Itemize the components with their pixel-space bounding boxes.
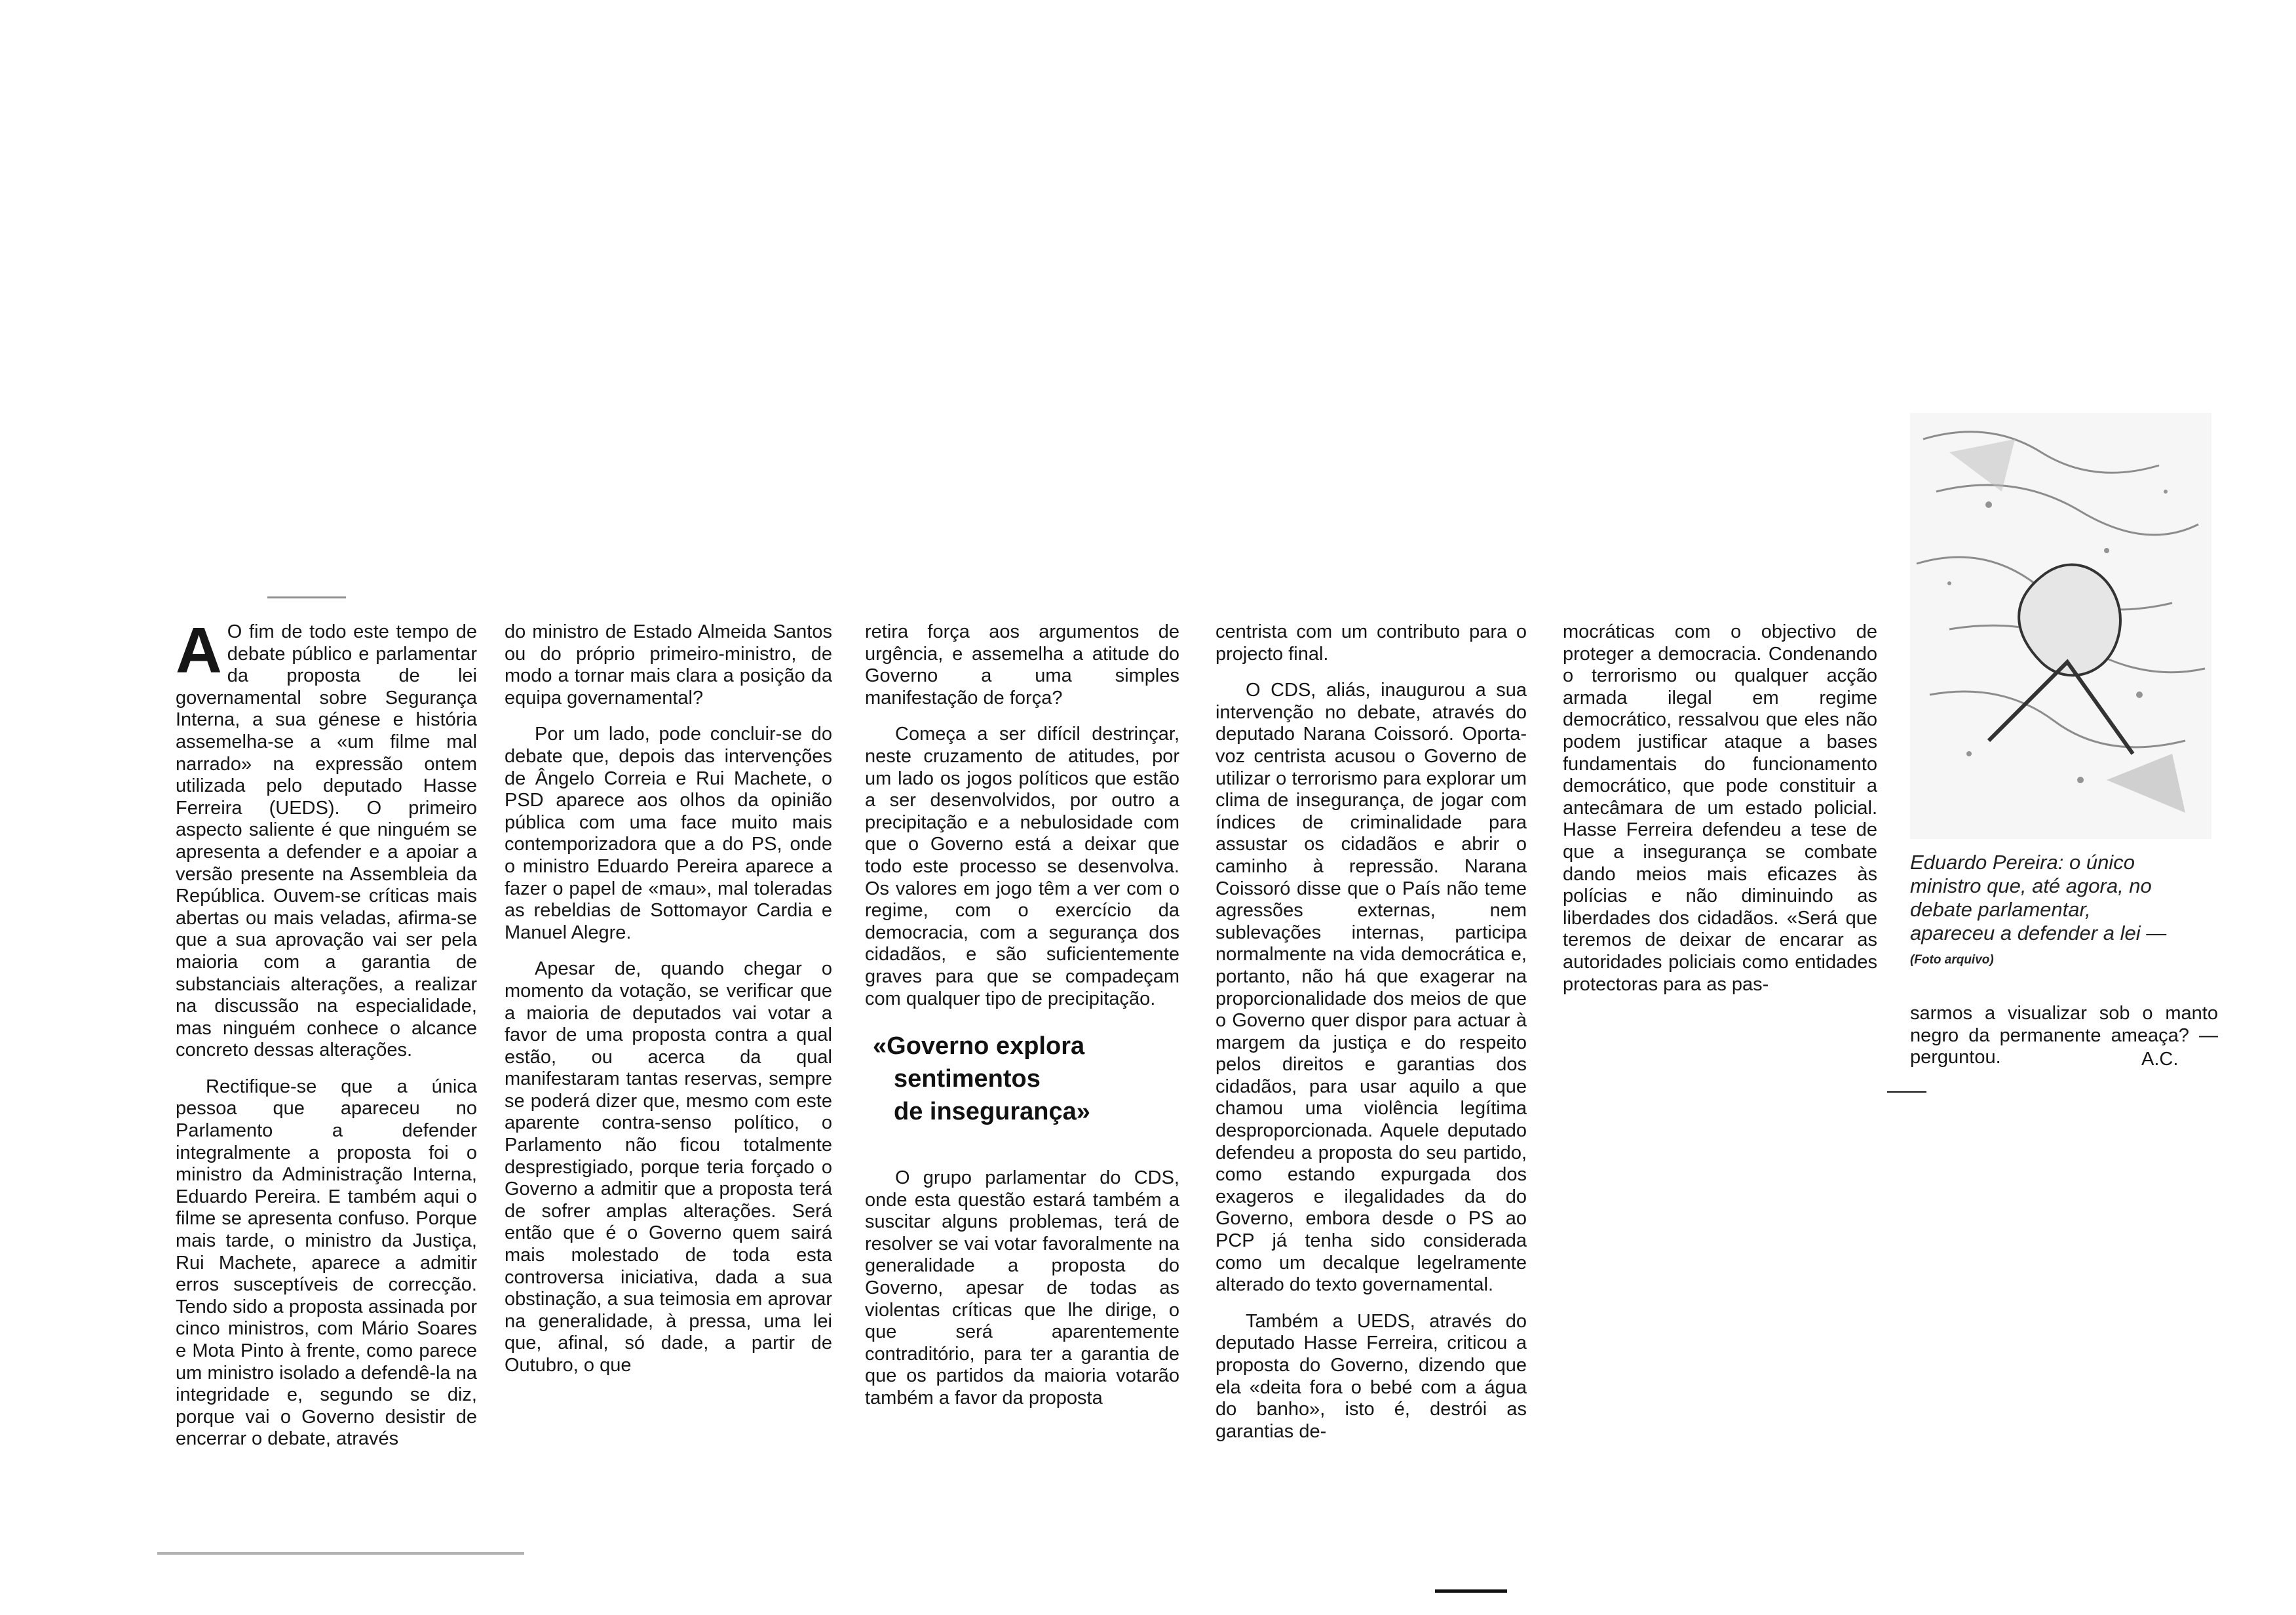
paragraph: O grupo parlamentar do CDS, onde esta questão estará também a suscitar alguns problemas, terá de resolver se vai votar favoralmente na generalidade a proposta do Governo, apesar de todas as violentas críticas que lhe dirige, o que será aparentemente contraditório, para ter a garantia de que os partidos da maioria votarão também a favor da proposta xyxy=(865,1167,1179,1409)
article-column-1 xyxy=(176,614,477,1465)
subheading-line: de insegurança» xyxy=(894,1098,1090,1126)
paragraph: Rectifique-se que a única pessoa que apareceu no Parlamento a defender integralmente a proposta foi o ministro da Administração Interna, Eduardo Pereira. E também aqui o filme se apresenta confuso. Porque mais tarde, o ministro da Justiça, Rui Machete, aparece a admitir erros susceptíveis de correcção. Tendo sido a proposta assinada por cinco ministros, com Mário Soares e Mota Pinto à frente, como parece um ministro isolado a defendê-la na integridade e, segundo se diz, porque vai o Governo desistir de encerrar o debate, através xyxy=(176,1076,477,1450)
article-column-4 xyxy=(1215,621,1527,1457)
lead-text: O fim de todo este tempo de debate público e parlamentar da proposta de lei governamental sobre Segurança Interna, a sua génese e história assemelha-se a «um filme mal narrado» na expressão ontem utilizada pelo deputado Hasse Ferreira (UEDS). O primeiro aspecto saliente é que ninguém se apresenta a defender e a apoiar a versão presente na Assembleia da República. Ouvem-se críticas mais abertas ou mais veladas, afirma-se que a sua aprovação vai ser pela maioria com a garantia de substanciais alterações, a realizar na discussão na especialidade, mas ninguém conhece o alcance concreto dessas alterações. xyxy=(176,621,477,1061)
drop-cap: A xyxy=(176,614,222,686)
cut-off-line xyxy=(157,1552,524,1555)
paragraph: do ministro de Estado Almeida Santos ou do próprio primeiro-ministro, de modo a tornar mais clara a posição da equipa governamental? xyxy=(505,621,832,709)
author-signature: A.C. xyxy=(2141,1049,2179,1070)
paragraph: retira força aos argumentos de urgência, e assemelha a atitude do Governo a uma simples manifestação de força? xyxy=(865,621,1179,709)
section-subheading xyxy=(873,1030,1179,1128)
article-column-5 xyxy=(1563,621,1877,1010)
portrait-photo xyxy=(1910,413,2211,839)
paragraph: Apesar de, quando chegar o momento da votação, se verificar que a maioria de deputados vai votar a favor de uma proposta contra a qual estão, ou acerca da qual manifestaram tantas reservas, sempre se poderá dizer que, mesmo com este aparente contra-senso político, o Parlamento não ficou totalmente desprestigiado, porque teria forçado o Governo a admitir que a proposta terá de sofrer amplas alterações. Será então que é o Governo quem sairá mais molestado de toda esta controversa iniciativa, dada a sua obstinação, a sua teimosia em aprovar na generalidade, à pressa, uma lei que, afinal, só dade, a partir de Outubro, o que xyxy=(505,958,832,1376)
paragraph: mocráticas com o objectivo de proteger a democracia. Condenando o terrorismo ou qualquer acção armada ilegal em regime democrático, ressalvou que eles não podem justificar ataque a bases fundamentais do funcionamento democrático, que pode constituir a antecâmara de um estado policial. Hasse Ferreira defendeu a tese de que a insegurança se combate dando meios mais eficazes às polícias e não diminuindo as liberdades dos cidadãos. «Será que teremos de deixar de encarar as autoridades policiais como entidades protectoras para as pas- xyxy=(1563,621,1877,995)
photo-credit: (Foto arquivo) xyxy=(1910,953,1994,967)
scan-mark xyxy=(267,596,346,598)
paragraph: Começa a ser difícil destrinçar, neste cruzamento de atitudes, por um lado os jogos políticos que estão a ser desenvolvidos, por outro a precipitação e a nebulosidade com que o Governo está a deixar que todo este processo se desenvolva. Os valores em jogo têm a ver com o regime, com o exercício da democracia, com a segurança dos cidadãos, e são suficientemente graves para que se compadeçam com qualquer tipo de precipitação. xyxy=(865,724,1179,1009)
photo-caption xyxy=(1910,851,2172,972)
divider-rule xyxy=(1887,1091,1926,1093)
paragraph: Também a UEDS, através do deputado Hasse Ferreira, criticou a proposta do Governo, dizendo que ela «deita fora o bebé com a água do banho», isto é, destrói as garantias de- xyxy=(1215,1310,1527,1442)
subheading-line: sentimentos xyxy=(894,1065,1041,1093)
caption-text: Eduardo Pereira: o único ministro que, até agora, no debate parlamentar, apareceu a defender a lei — xyxy=(1910,851,2167,944)
article-column-2 xyxy=(505,621,832,1391)
article-column-3 xyxy=(865,621,1179,1424)
subheading-line: «Governo explora xyxy=(873,1032,1085,1060)
bottom-rule xyxy=(1435,1589,1507,1593)
photo-illustration xyxy=(1910,413,2211,839)
ending-text: sarmos a visualizar sob o manto negro da permanente ameaça? — perguntou. xyxy=(1910,1003,2218,1068)
paragraph: O CDS, aliás, inaugurou a sua intervenção no debate, através do deputado Narana Coissoró. Oporta-voz centrista acusou o Governo de utilizar o terrorismo para explorar um clima de insegurança, de jogar com índices de criminalidade para assustar os cidadãos e abrir o caminho à repressão. Narana Coissoró disse que o País não teme agressões externas, nem sublevações internas, participa normalmente na vida democrática e, portanto, não há que exagerar na proporcionalidade dos meios de que o Governo quer dispor para actuar à margem da justiça e do respeito pelos direitos e garantias dos cidadãos, para usar aquilo a que chamou uma violência legítima desproporcionada. Aquele deputado defendeu a proposta do seu partido, como estando expurgada dos exageros e ilegalidades da do Governo, embora desde o PS ao PCP já tenha sido considerada como um decalque legelramente alterado do texto governamental. xyxy=(1215,680,1527,1296)
paragraph: centrista com um contributo para o projecto final. xyxy=(1215,621,1527,665)
lead-paragraph xyxy=(176,614,477,1062)
paragraph: Por um lado, pode concluir-se do debate que, depois das intervenções de Ângelo Correia e Rui Machete, o PSD aparece aos olhos da opinião pública com uma face muito mais contemporizadora que a do PS, onde o ministro Eduardo Pereira aparece a fazer o papel de «mau», mal toleradas as rebeldias de Sottomayor Cardia e Manuel Alegre. xyxy=(505,724,832,943)
